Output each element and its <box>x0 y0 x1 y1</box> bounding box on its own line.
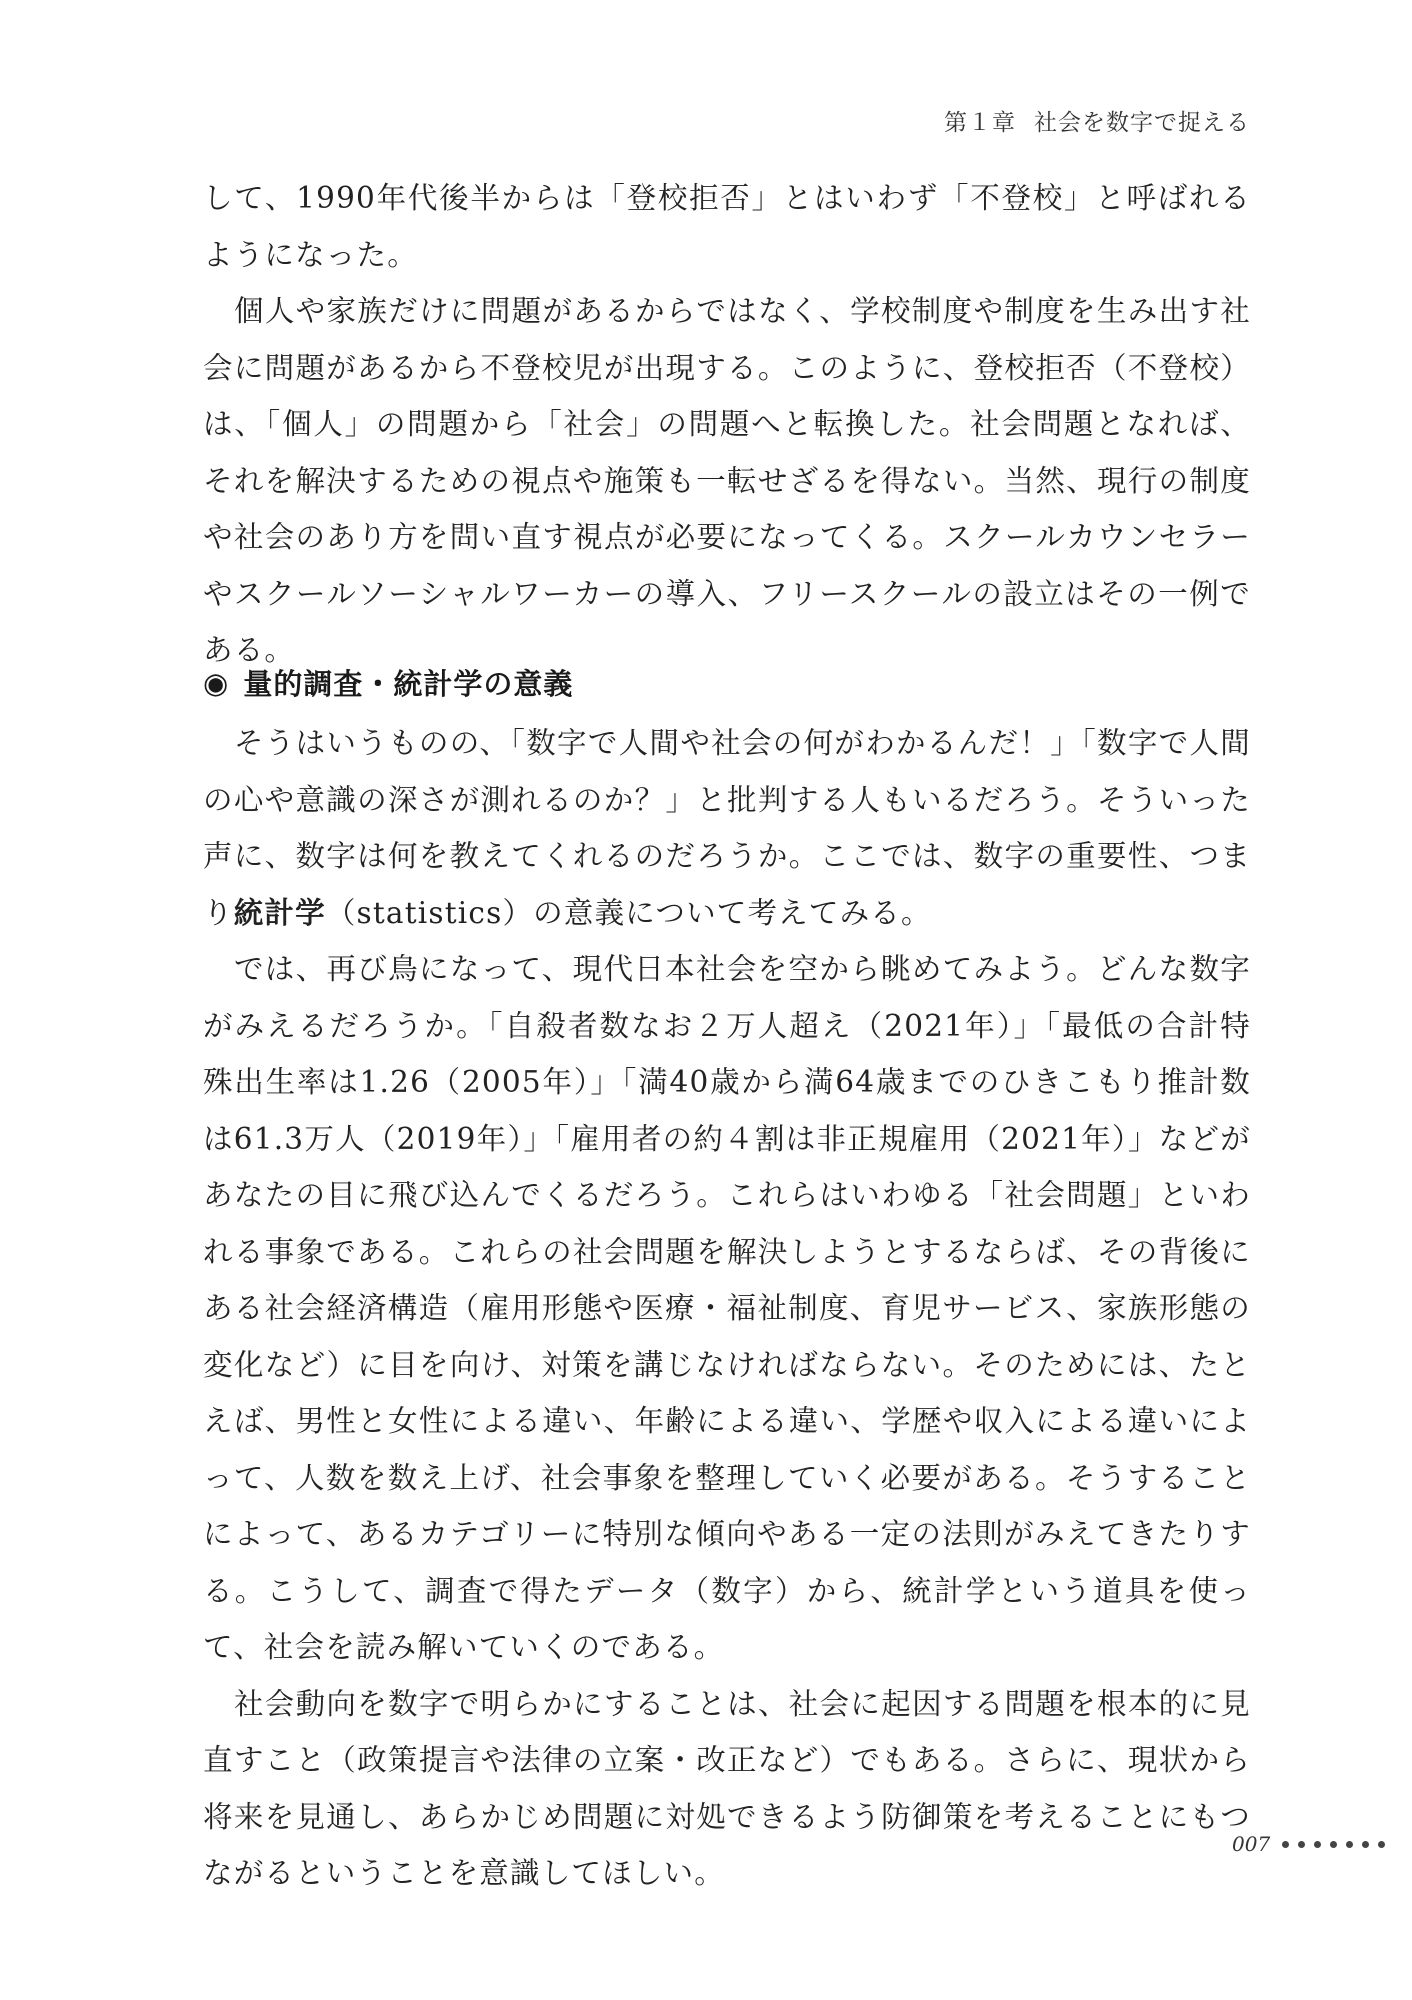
page-footer <box>1232 1832 1394 1856</box>
chapter-number: 第１章 <box>944 110 1016 136</box>
intro-text <box>203 170 1251 679</box>
dot-icon <box>1282 1841 1289 1848</box>
dot-icon <box>1330 1841 1337 1848</box>
dot-icon <box>1314 1841 1321 1848</box>
dot-icon <box>1378 1841 1385 1848</box>
bullet-icon: ◉ <box>203 665 230 700</box>
paragraph: 個人や家族だけに問題があるからではなく、学校制度や制度を生み出す社会に問題があるから不登校児が出現する。このように、登校拒否（不登校）は、「個人」の問題から「社会」の問題へと転換した。社会問題となれば、それを解決するための視点や施策も一転せざるを得ない。当然、現行の制度や社会のあり方を問い直す視点が必要になってくる。スクールカウンセラーやスクールソーシャルワーカーの導入、フリースクールの設立はその一例である。 <box>203 294 1251 667</box>
key-term: 統計学 <box>233 895 326 930</box>
page-number: 007 <box>1232 1832 1271 1856</box>
running-header <box>944 104 1250 137</box>
section-heading-text: 量的調査・統計学の意義 <box>243 667 574 701</box>
paragraph-text: そうはいうものの、「数字で人間や社会の何がわかるんだ！」「数字で人間の心や意識の深さが測れるのか？」と批判する人もいるだろう。そういった声に、数字は何を教えてくれるのだろうか。ここでは、数字の重要性、つまり <box>203 726 1251 930</box>
dot-icon <box>1298 1841 1305 1848</box>
paragraph: では、再び鳥になって、現代日本社会を空から眺めてみよう。どんな数字がみえるだろうか。「自殺者数なお２万人超え（2021年）」「最低の合計特殊出生率は1.26（2005年）」「満40歳から満64歳までのひきこもり推計数は61.3万人（2019年）」「雇用者の約４割は非正規雇用（2021年）」などがあなたの目に飛び込んでくるだろう。これらはいわゆる「社会問題」といわれる事象である。これらの社会問題を解決しようとするならば、その背後にある社会経済構造（雇用形態や医療・福祉制度、育児サービス、家族形態の変化など）に目を向け、対策を講じなければならない。そのためには、たとえば、男性と女性による違い、年齢による違い、学歴や収入による違いによって、人数を数え上げ、社会事象を整理していく必要がある。そうすることによって、あるカテゴリーに特別な傾向やある一定の法則がみえてきたりする。こうして、調査で得たデータ（数字）から、統計学という道具を使って、社会を読み解いていくのである。 <box>203 952 1251 1664</box>
paragraph: 社会動向を数字で明らかにすることは、社会に起因する問題を根本的に見直すこと（政策提言や法律の立案・改正など）でもある。さらに、現状から将来を見通し、あらかじめ問題に対処できるよう防御策を考えることにもつながるということを意識してほしい。 <box>203 1686 1251 1890</box>
dot-icon <box>1362 1841 1369 1848</box>
paragraph <box>203 715 1251 941</box>
chapter-title: 社会を数字で捉える <box>1034 110 1250 136</box>
section-body <box>203 715 1251 1902</box>
paragraph: して、1990年代後半からは「登校拒否」とはいわず「不登校」と呼ばれるようになった。 <box>203 181 1251 272</box>
paragraph-text: （statistics）の意義について考えてみる。 <box>325 895 932 930</box>
dot-icon <box>1346 1841 1353 1848</box>
decorative-dots <box>1282 1841 1394 1848</box>
section-heading <box>203 662 573 703</box>
